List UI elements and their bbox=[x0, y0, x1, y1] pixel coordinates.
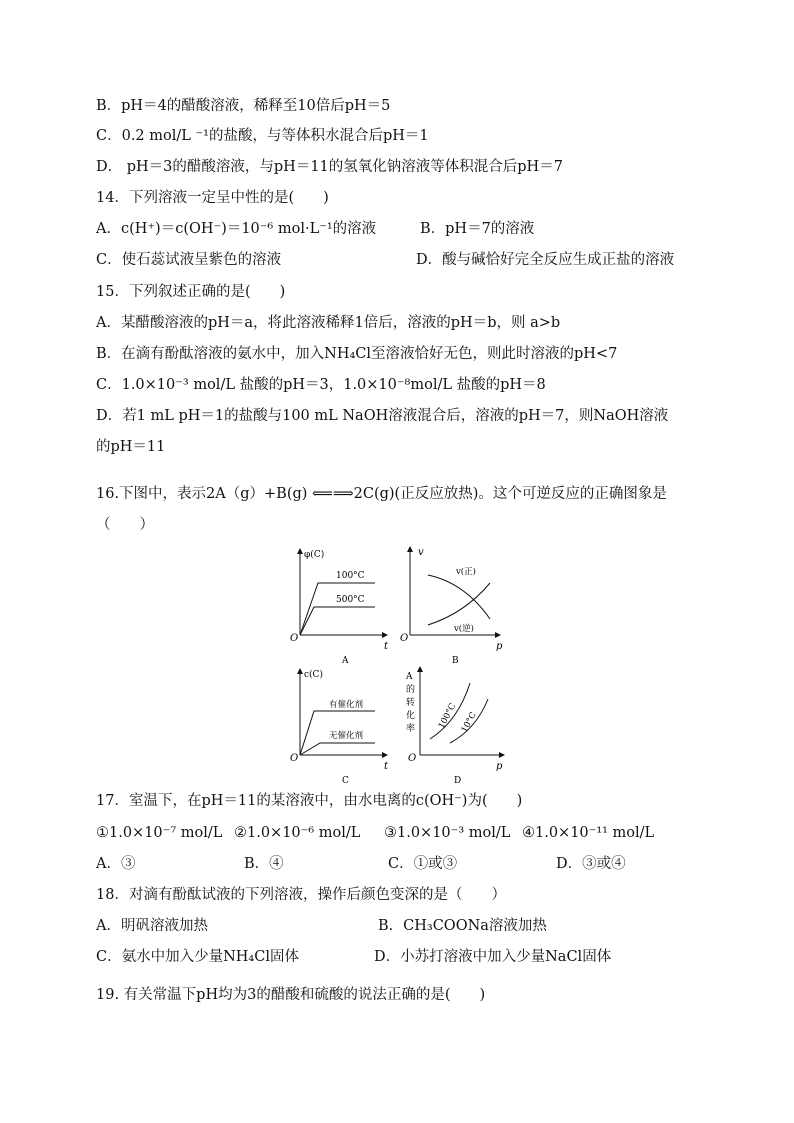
q15-option-a: A．某醋酸溶液的pH＝a，将此溶液稀释1倍后，溶液的pH＝b，则 a>b bbox=[96, 315, 561, 331]
q17-item-2: ②1.0×10⁻⁶ mol/L bbox=[234, 825, 361, 841]
q18-option-b: B．CH₃COONa溶液加热 bbox=[378, 918, 547, 934]
graph-a-xlabel: t bbox=[384, 641, 389, 652]
graph-b-curve1-label: v(正) bbox=[456, 567, 476, 577]
q14-option-b: B．pH＝7的溶液 bbox=[420, 221, 535, 237]
q15-stem: 15．下列叙述正确的是( ) bbox=[96, 284, 286, 300]
q15-option-c: C．1.0×10⁻³ mol/L 盐酸的pH＝3，1.0×10⁻⁸mol/L 盐酸的pH＝8 bbox=[96, 377, 546, 393]
q14-stem: 14．下列溶液一定呈中性的是( ) bbox=[96, 190, 329, 206]
graph-d-xlabel: p bbox=[496, 761, 503, 772]
graph-d-ylabel-char: 率 bbox=[406, 724, 416, 734]
graph-a bbox=[290, 549, 389, 666]
graph-b-curve-forward bbox=[428, 575, 490, 619]
graph-d-curve1-label: 100°C bbox=[436, 701, 459, 731]
q13-option-d: D． pH＝3的醋酸溶液，与pH＝11的氢氧化钠溶液等体积混合后pH＝7 bbox=[96, 159, 563, 175]
q17-stem: 17．室温下，在pH＝11的某溶液中，由水电离的c(OH⁻)为( ) bbox=[96, 793, 523, 809]
graph-c-xlabel: t bbox=[384, 761, 389, 772]
graph-b-origin: O bbox=[400, 633, 409, 644]
graph-a-caption: A bbox=[342, 656, 349, 666]
graph-d bbox=[405, 669, 503, 786]
q16-stem: 16.下图中，表示2A（g）+B(g) ⟸⟹2C(g)(正反应放热)。这个可逆反应的正确图象是 bbox=[96, 486, 667, 502]
graph-b-caption: B bbox=[452, 656, 459, 666]
q18-stem: 18．对滴有酚酞试液的下列溶液，操作后颜色变深的是（ ） bbox=[96, 887, 506, 903]
q15-option-d-cont: 的pH＝11 bbox=[96, 439, 166, 455]
graph-b-curve2-label: v(逆) bbox=[454, 624, 474, 634]
q17-option-d: D．③或④ bbox=[556, 856, 626, 872]
graph-a-curve2-label: 500°C bbox=[336, 595, 365, 605]
graph-a-ylabel: φ(C) bbox=[304, 550, 325, 560]
graph-c-curve-no-catalyst bbox=[300, 743, 375, 755]
graph-d-ylabel-char: 转 bbox=[406, 698, 416, 708]
graph-c-curve1-label: 有催化剂 bbox=[329, 700, 364, 710]
graph-b-curve-reverse bbox=[428, 583, 490, 625]
q14-option-c: C．使石蕊试液呈紫色的溶液 bbox=[96, 252, 282, 268]
q16-stem-cont: （ ） bbox=[96, 517, 154, 533]
q17-option-a: A．③ bbox=[96, 856, 136, 872]
graph-a-curve1-label: 100°C bbox=[336, 571, 365, 581]
graph-c-ylabel: c(C) bbox=[304, 670, 323, 680]
q14-option-a: A．c(H⁺)＝c(OH⁻)＝10⁻⁶ mol·L⁻¹的溶液 bbox=[96, 221, 377, 237]
q18-option-c: C．氨水中加入少量NH₄Cl固体 bbox=[96, 949, 299, 965]
graph-c-origin: O bbox=[290, 753, 299, 764]
graph-d-caption: D bbox=[454, 776, 462, 786]
q14-option-d: D．酸与碱恰好完全反应生成正盐的溶液 bbox=[416, 252, 675, 268]
q15-option-b: B．在滴有酚酞溶液的氨水中，加入NH₄Cl至溶液恰好无色，则此时溶液的pH<7 bbox=[96, 346, 618, 362]
q17-item-3: ③1.0×10⁻³ mol/L bbox=[384, 825, 511, 841]
q17-option-c: C．①或③ bbox=[388, 856, 458, 872]
graph-a-curve-500c bbox=[300, 607, 375, 635]
q16-graphs-figure bbox=[280, 543, 520, 787]
q15-option-d: D．若1 mL pH＝1的盐酸与100 mL NaOH溶液混合后，溶液的pH＝7，则NaOH溶液 bbox=[96, 408, 669, 424]
graph-d-ylabel-char: 化 bbox=[406, 711, 416, 721]
graph-a-origin: O bbox=[290, 633, 299, 644]
q13-option-b: B．pH＝4的醋酸溶液，稀释至10倍后pH＝5 bbox=[96, 98, 391, 114]
graph-c-caption: C bbox=[342, 776, 349, 786]
q18-option-a: A．明矾溶液加热 bbox=[96, 918, 208, 934]
graph-d-ylabel-char: A bbox=[406, 672, 413, 682]
q18-option-d: D．小苏打溶液中加入少量NaCl固体 bbox=[374, 949, 612, 965]
q13-option-c: C．0.2 mol/L ⁻¹的盐酸，与等体积水混合后pH＝1 bbox=[96, 128, 429, 144]
graph-b-ylabel: v bbox=[418, 547, 424, 558]
q17-item-4: ④1.0×10⁻¹¹ mol/L bbox=[522, 825, 655, 841]
graph-c-curve2-label: 无催化剂 bbox=[329, 731, 364, 741]
graph-d-ylabel-char: 的 bbox=[406, 685, 416, 695]
graph-b-xlabel: p bbox=[496, 641, 503, 652]
graph-b bbox=[400, 547, 503, 666]
q17-item-1: ①1.0×10⁻⁷ mol/L bbox=[96, 825, 223, 841]
q17-option-b: B．④ bbox=[244, 856, 284, 872]
graph-a-curve-100c bbox=[300, 583, 375, 635]
graph-d-ylabel bbox=[405, 672, 415, 734]
graph-d-curve2-label: 10°C bbox=[459, 710, 479, 735]
graph-c bbox=[290, 669, 389, 786]
graph-d-origin: O bbox=[408, 753, 417, 764]
q16-graphs-svg bbox=[280, 543, 520, 787]
q19-stem: 19. 有关常温下pH均为3的醋酸和硫酸的说法正确的是( ) bbox=[96, 987, 486, 1003]
